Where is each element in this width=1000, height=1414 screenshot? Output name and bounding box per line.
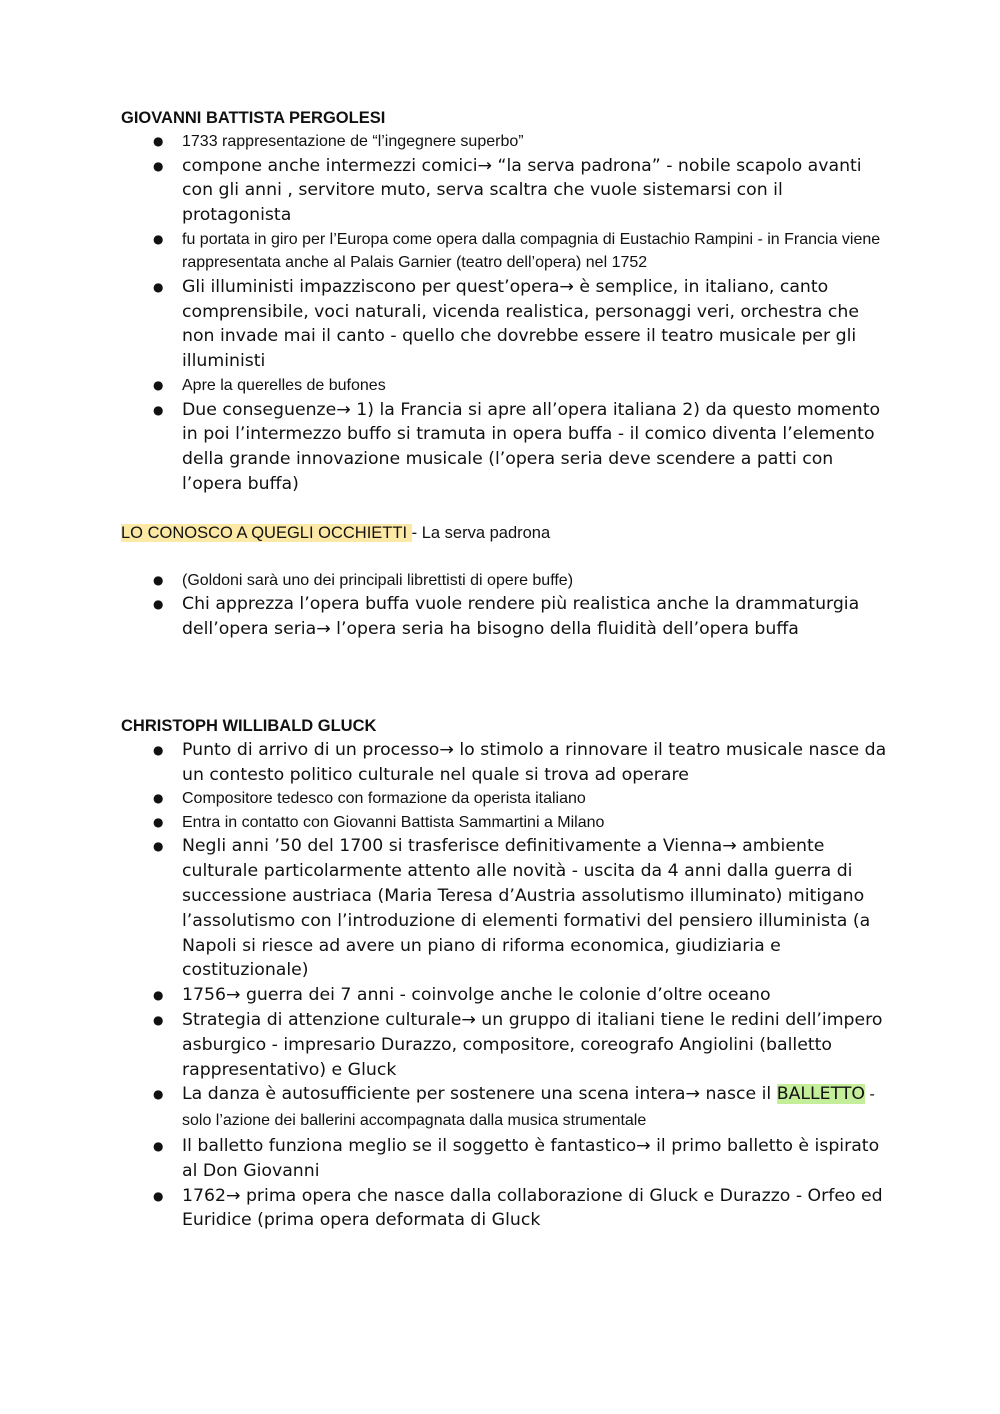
- list-item: ● Gli illuministi impazziscono per quest’opera→ è semplice, in italiano, canto comprensibile, voci naturali, vicenda realistica, personaggi veri, orchestra che non invade mai il canto - quello che dovrebbe essere il teatro musicale per gli illuministi: [153, 276, 859, 372]
- bullet-icon: ●: [153, 231, 164, 246]
- aria-source: - La serva padrona: [411, 523, 551, 542]
- document-page: [121, 106, 891, 1233]
- bullet-icon: ●: [153, 1188, 164, 1203]
- balletto-highlight: BALLETTO: [776, 1084, 865, 1105]
- section-title-pergolesi: GIOVANNI BATTISTA PERGOLESI: [121, 109, 386, 127]
- list-item: ● Il balletto funziona meglio se il soggetto è fantastico→ il primo balletto è ispirato al Don Giovanni: [153, 1136, 880, 1181]
- section-title-gluck: CHRISTOPH WILLIBALD GLUCK: [121, 716, 377, 735]
- bullet-icon: ●: [153, 1139, 164, 1154]
- bullet-icon: ●: [153, 134, 164, 148]
- bullet-icon: ●: [153, 402, 164, 417]
- list-item: ● (Goldoni sarà uno dei principali librettisti di opere buffe): [121, 569, 891, 593]
- opera-buffa-bullet-list: [121, 569, 891, 642]
- list-item: ● Due conseguenze→ 1) la Francia si apre all’opera italiana 2) da questo momento in poi l’intermezzo buffo si tramuta in opera buffa - il comico diventa l’elemento della grande innovazione musicale (l’opera seria deve scendere a patti con l’opera buffa): [153, 399, 881, 494]
- list-item: ● Negli anni ’50 del 1700 si trasferisce definitivamente a Vienna→ ambiente culturale particolarmente attento alle novità - uscita da 4 anni dalla guerra di successione austriaca (Maria Teresa d’Austria assolutismo illuminato) mitigano l’assolutismo con l’introduzione di elementi formativi del pensiero illuminista (a Napoli si riesce ad avere un piano di riforma economica, giudiziaria e costituzionale): [153, 836, 871, 981]
- list-item: ● Compositore tedesco con formazione da operista italiano: [121, 787, 891, 811]
- list-item: ● Chi apprezza l’opera buffa vuole rendere più realistica anche la drammaturgia dell’opera seria→ l’opera seria ha bisogno della fluidità dell’opera buffa: [153, 594, 860, 640]
- bullet-icon: ●: [153, 158, 164, 173]
- pergolesi-bullet-list: [121, 130, 891, 497]
- bullet-icon: ●: [153, 572, 164, 587]
- list-item: ● compone anche intermezzi comici→ “la serva padrona” - nobile scapolo avanti con gli anni , servitore muto, serva scaltra che vuole sistemarsi con il protagonista: [153, 155, 862, 226]
- bullet-icon: ●: [153, 839, 164, 854]
- list-item: ● 1733 rappresentazione de “l’ingegnere superbo”: [121, 130, 891, 154]
- bullet-icon: ●: [153, 279, 164, 294]
- bullet-icon: ●: [153, 378, 164, 393]
- bullet-icon: ●: [153, 988, 164, 1003]
- list-item: ● Strategia di attenzione culturale→ un gruppo di italiani tiene le redini dell’impero asburgico - impresario Durazzo, compositore, coreografo Angiolini (balletto rappresentativo) e Gluck: [153, 1010, 883, 1080]
- bullet-icon: ●: [153, 1087, 164, 1102]
- list-item: ● Apre la querelles de bufones: [121, 374, 891, 398]
- list-item: ● fu portata in giro per l’Europa come opera dalla compagnia di Eustachio Rampini - in Francia viene rappresentata anche al Palais Garnier (teatro dell’opera) nel 1752: [121, 228, 891, 275]
- bullet-icon: ●: [153, 597, 164, 612]
- list-item: ● 1762→ prima opera che nasce dalla collaborazione di Gluck e Durazzo - Orfeo ed Euridice (prima opera deformata di Gluck: [153, 1185, 883, 1231]
- aria-line: [121, 521, 891, 545]
- aria-title-highlight: LO CONOSCO A QUEGLI OCCHIETTI: [121, 523, 412, 542]
- bullet-icon: ●: [153, 742, 164, 757]
- list-item: ● 1756→ guerra dei 7 anni - coinvolge anche le colonie d’oltre oceano: [121, 983, 891, 1008]
- bullet-icon: ●: [153, 1013, 164, 1028]
- list-item: ● Punto di arrivo di un processo→ lo stimolo a rinnovare il teatro musicale nasce da un contesto politico culturale nel quale si trova ad operare: [153, 739, 887, 785]
- list-item: ● Entra in contatto con Giovanni Battista Sammartini a Milano: [121, 811, 891, 835]
- list-item-balletto: ● La danza è autosufficiente per sostenere una scena intera→ nasce il BALLETTO - solo l’azione dei ballerini accompagnata dalla musica strumentale: [153, 1084, 875, 1130]
- gluck-bullet-list: [121, 738, 891, 1233]
- bullet-icon: ●: [153, 814, 164, 829]
- bullet-icon: ●: [153, 791, 164, 806]
